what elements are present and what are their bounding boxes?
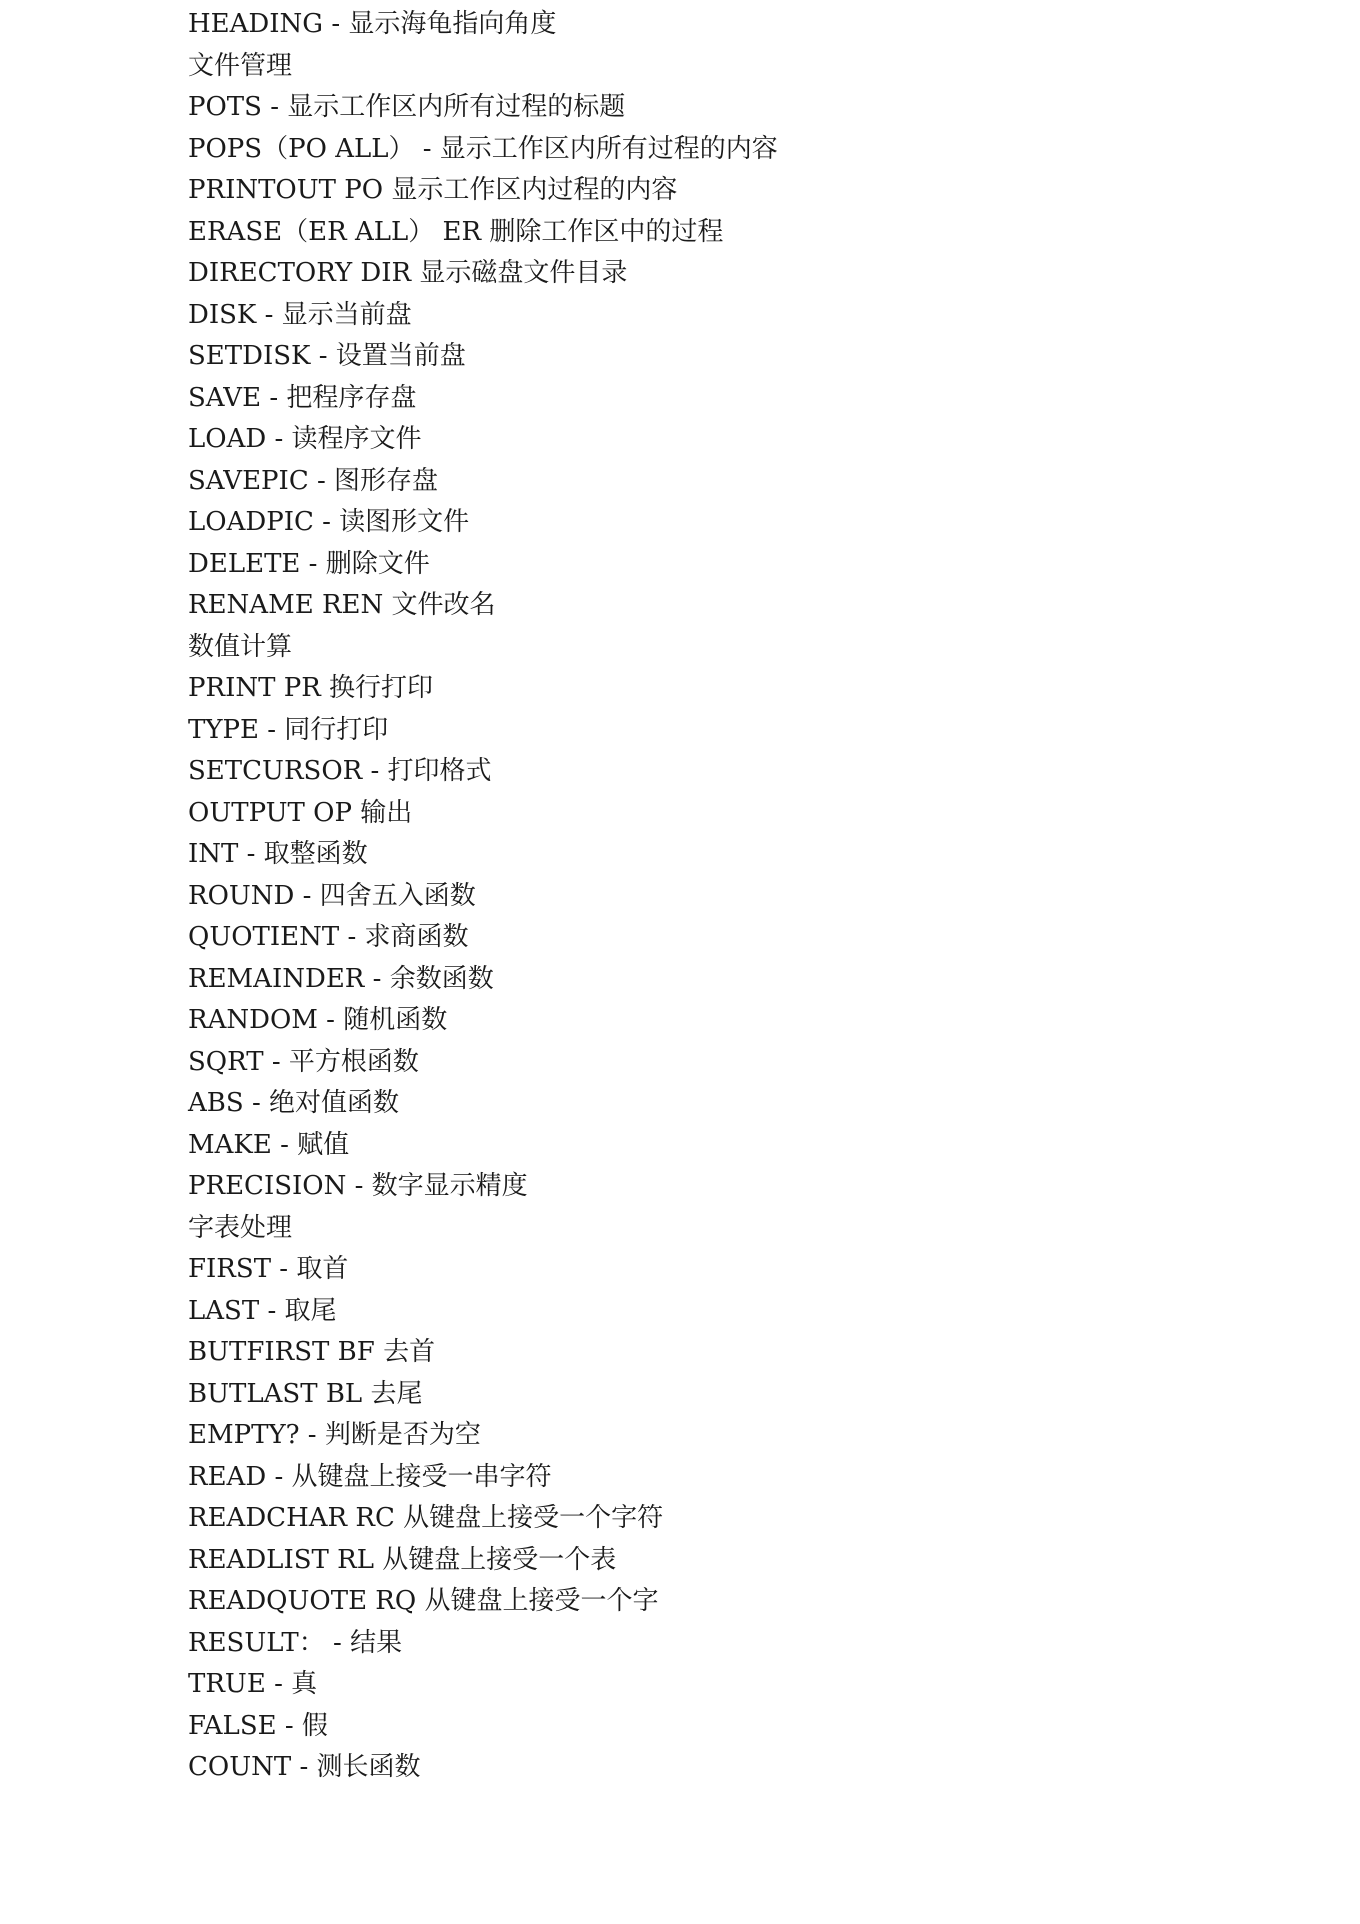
line-delete: DELETE - 删除文件 [188,548,430,579]
line-print: PRINT PR 换行打印 [188,673,434,703]
line-remainder: REMAINDER - 余数函数 [188,963,494,994]
line-abs: ABS - 绝对值函数 [188,1088,400,1118]
line-int: INT - 取整函数 [188,839,368,869]
line-setdisk: SETDISK - 设置当前盘 [188,341,466,371]
line-heading: HEADING - 显示海龟指向角度 [188,9,557,39]
line-true: TRUE - 真 [188,1669,318,1699]
line-butfirst: BUTFIRST BF 去首 [188,1337,436,1367]
line-erase: ERASE（ER ALL） ER 删除工作区中的过程 [188,216,724,247]
document-body [188,4,1308,1789]
line-readlist: READLIST RL 从键盘上接受一个表 [188,1544,617,1575]
line-output: OUTPUT OP 输出 [188,797,413,828]
line-read: READ - 从键盘上接受一串字符 [188,1461,552,1492]
section-numeric-computation: 数值计算 [188,631,293,662]
line-readquote: READQUOTE RQ 从键盘上接受一个字 [188,1586,659,1616]
line-pots: POTS - 显示工作区内所有过程的标题 [188,92,626,122]
line-precision: PRECISION - 数字显示精度 [188,1171,528,1201]
line-disk: DISK - 显示当前盘 [188,299,412,330]
line-type: TYPE - 同行打印 [188,714,389,745]
line-readchar: READCHAR RC 从键盘上接受一个字符 [188,1503,664,1533]
line-sqrt: SQRT - 平方根函数 [188,1046,419,1077]
line-round: ROUND - 四舍五入函数 [188,880,476,911]
line-savepic: SAVEPIC - 图形存盘 [188,465,439,496]
line-load: LOAD - 读程序文件 [188,424,422,454]
line-last: LAST - 取尾 [188,1295,337,1326]
line-printout: PRINTOUT PO 显示工作区内过程的内容 [188,175,678,205]
line-pops: POPS（PO ALL） - 显示工作区内所有过程的内容 [188,133,778,164]
line-rename: RENAME REN 文件改名 [188,590,496,620]
line-directory: DIRECTORY DIR 显示磁盘文件目录 [188,258,628,288]
line-first: FIRST - 取首 [188,1254,349,1284]
line-false: FALSE - 假 [188,1710,328,1741]
line-empty: EMPTY? - 判断是否为空 [188,1420,481,1450]
line-setcursor: SETCURSOR - 打印格式 [188,756,492,786]
line-quotient: QUOTIENT - 求商函数 [188,922,469,952]
line-random: RANDOM - 随机函数 [188,1005,448,1035]
line-butlast: BUTLAST BL 去尾 [188,1378,423,1409]
section-file-management: 文件管理 [188,50,293,81]
section-word-list-processing: 字表处理 [188,1212,293,1243]
line-count: COUNT - 测长函数 [188,1752,421,1782]
line-result: RESULT： - 结果 [188,1627,403,1658]
line-make: MAKE - 赋值 [188,1129,350,1160]
line-save: SAVE - 把程序存盘 [188,382,417,413]
line-loadpic: LOADPIC - 读图形文件 [188,507,470,537]
